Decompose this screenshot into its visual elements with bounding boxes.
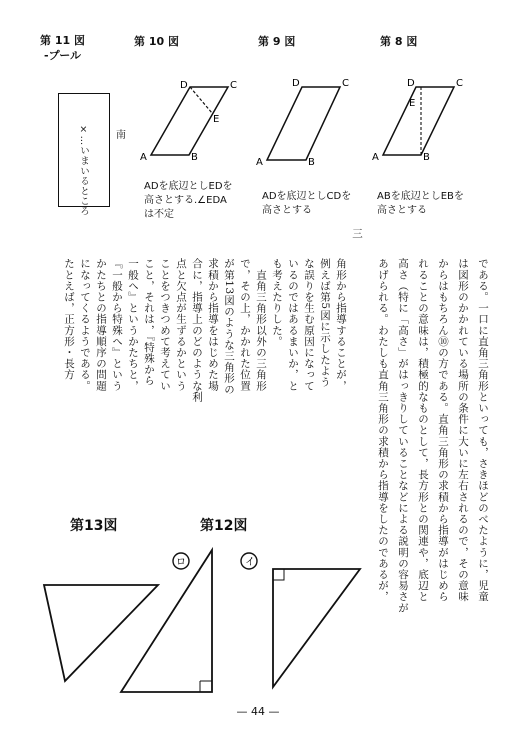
fig10-pt-D: D	[180, 80, 188, 91]
text-col: 『一般から特殊へ』という	[111, 258, 123, 392]
fig10-caption-line3: は不定	[144, 209, 174, 220]
text-col: れることの意味は，積極的なものとして，長方形との関連や，底辺と	[417, 258, 429, 603]
text-col: な誤りを生む原因になって	[303, 258, 315, 392]
text-col: 合に，指導上のどのような利	[191, 258, 203, 403]
text-col: になってくるようである。	[79, 258, 91, 392]
fig9-label: 第 9 図	[258, 35, 296, 48]
fig10-pt-B: B	[191, 152, 198, 163]
fig8-caption-line2: 高さとする	[377, 205, 427, 216]
fig8-pt-C: C	[456, 78, 463, 89]
text-col: 一般へ』というかたちと，	[127, 258, 139, 392]
fig10-caption-line2: 高さとする.∠EDA	[144, 195, 227, 206]
text-col: で，その上，かかれた位置	[239, 258, 251, 392]
text-col: 求積から指導をはじめた場	[207, 258, 219, 392]
text-col: である。一口に直角三角形といっても，さきほどのべたように，児童	[477, 258, 489, 603]
text-col: 直角三角形以外の三角形	[255, 258, 267, 392]
text-col: こと，それは，『特殊から	[143, 258, 155, 386]
text-col: いるのではあるまいか，と	[287, 258, 299, 392]
text-col: からはもちろん⑩の方である。直角三角形の求積から指導がはじめら	[437, 258, 449, 603]
text-col: 角形から指導することが，	[335, 258, 347, 392]
fig9-pt-D: D	[292, 78, 300, 89]
fig8-pt-B: B	[423, 152, 430, 163]
fig8-label: 第 8 図	[380, 35, 418, 48]
fig12-i-triangle	[273, 569, 360, 687]
fig8-caption-line1: ABを底辺としEBを	[377, 191, 464, 202]
fig9-pt-B: B	[308, 157, 315, 168]
fig8-pt-A: A	[372, 152, 379, 163]
fig8-pt-E: E	[409, 98, 416, 109]
page-number: — 44 —	[236, 705, 280, 718]
bottom-figures	[0, 530, 516, 730]
pool-south-label: 南	[116, 130, 126, 141]
text-col: ことをつきつめて考えてい	[159, 258, 171, 392]
fig10-pt-E: E	[213, 114, 220, 125]
text-col: たとえば，正方形・長方	[63, 258, 75, 381]
fig10-caption-line1: ADを底辺としEDを	[144, 181, 233, 192]
fig10-pt-C: C	[230, 80, 237, 91]
text-col: 高さ（特に「高さ」がはっきりしていることなどによる説明の容易さが	[397, 258, 409, 614]
fig13-triangle	[44, 585, 158, 681]
fig9-caption-line2: 高さとする	[262, 205, 312, 216]
text-col: は図形のかかれている場所の条件に大いに左右されるので，その意味	[457, 258, 469, 603]
fig10-label: 第 10 図	[134, 35, 179, 48]
fig9-caption-line1: ADを底辺としCDを	[262, 191, 352, 202]
pool-inside-text: ×…いまいるところ	[78, 124, 89, 217]
fig8-pt-D: D	[407, 78, 415, 89]
mark-i: イ	[245, 557, 255, 568]
fig12-ro-triangle	[121, 550, 212, 692]
fig9-pt-A: A	[256, 157, 263, 168]
fig11-label: 第 11 図	[40, 34, 85, 47]
fig9-pt-C: C	[342, 78, 349, 89]
text-col: 例えば第5図に示したよう	[319, 258, 331, 388]
text-col: が第13図のような三角形の	[223, 258, 235, 395]
fig10-pt-A: A	[140, 152, 147, 163]
text-col: あげられる。わたしも直角三角形の求積から指導をしたのであるが，	[377, 258, 389, 603]
text-col: 点と欠点が生ずるかという	[175, 258, 187, 392]
fig11-sublabel: -プール	[44, 49, 82, 62]
text-col: も考えたりした。	[271, 258, 283, 347]
text-col: 三	[351, 228, 363, 240]
mark-ro: ロ	[176, 557, 186, 568]
fig13-label: 第13図	[70, 518, 118, 534]
text-col: かたちとの指導順序の問題	[95, 258, 107, 392]
fig12-label: 第12図	[200, 518, 248, 534]
